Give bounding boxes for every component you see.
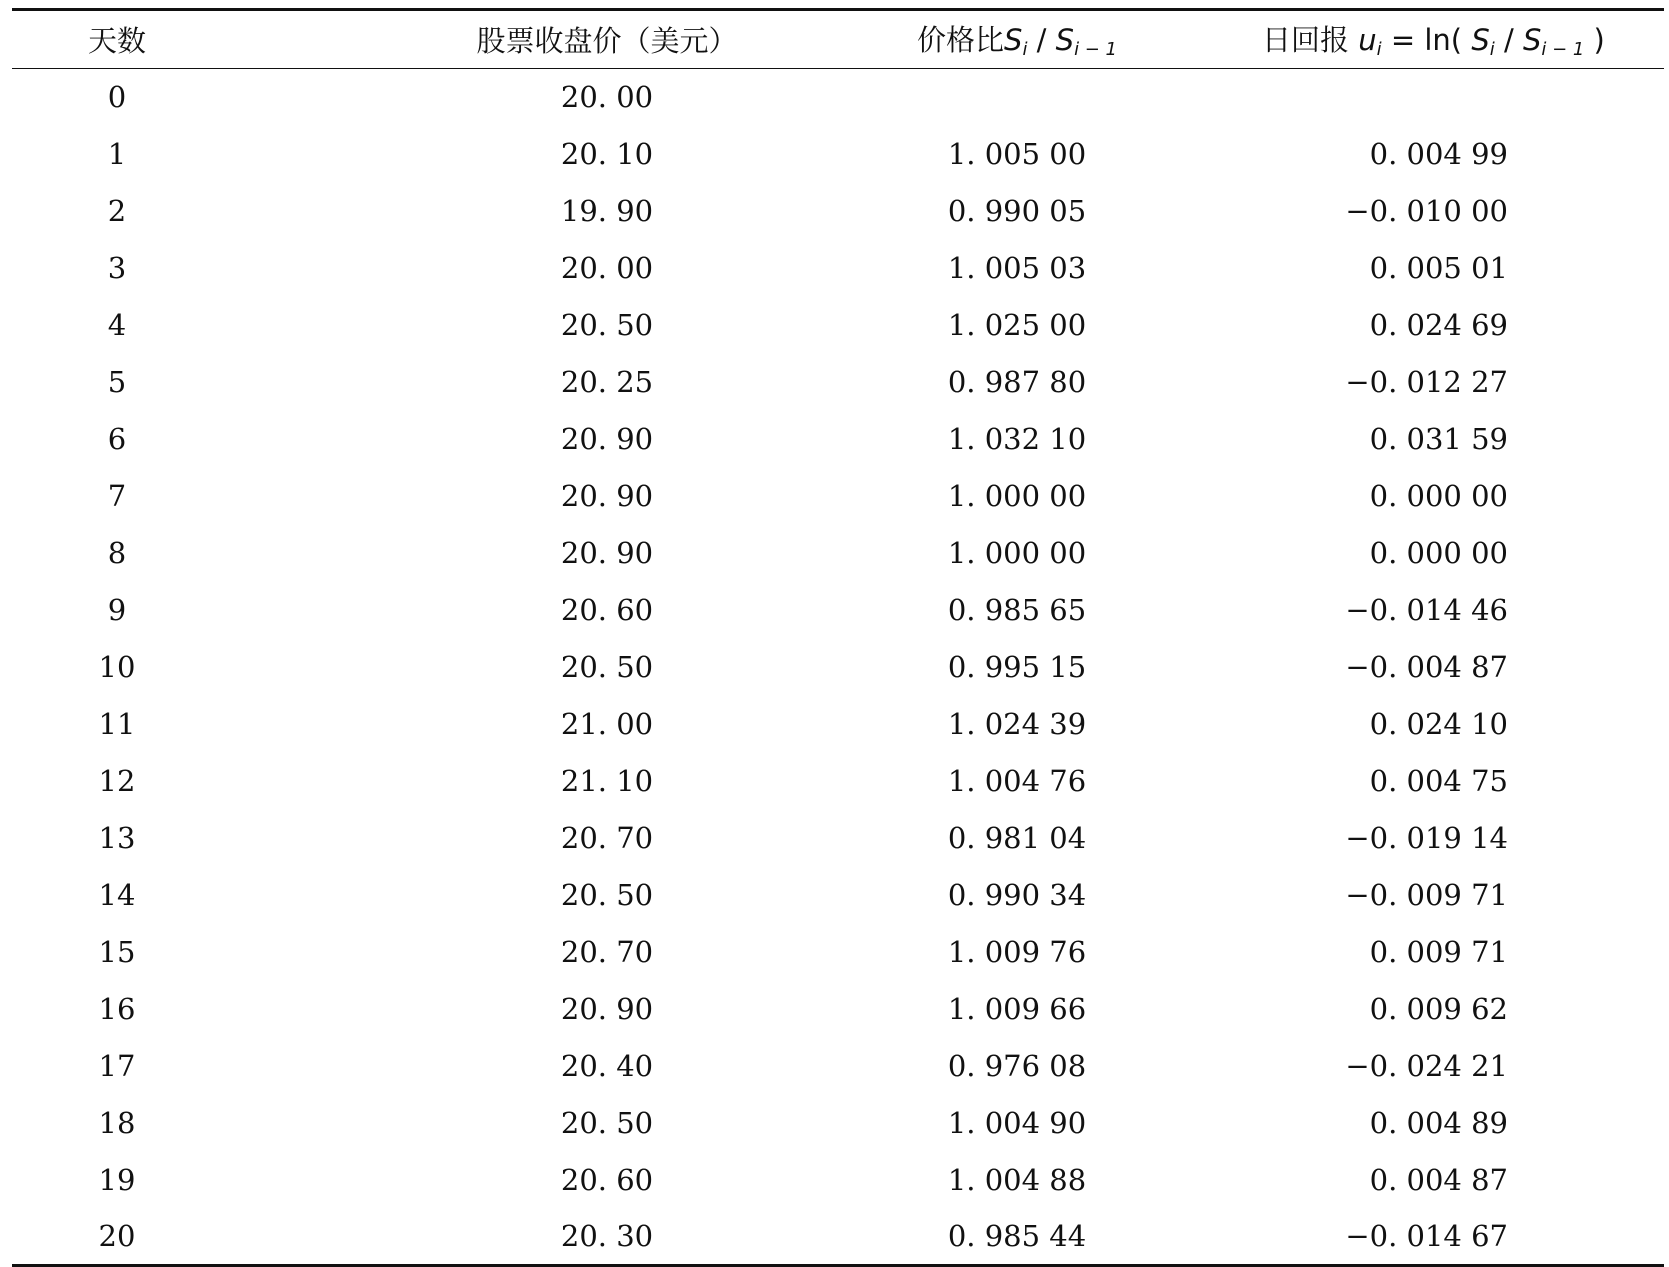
return-cell: 0. 004 75 [1369,764,1508,798]
price-cell: 20. 50 [560,878,654,912]
price-cell: 20. 60 [560,1163,654,1197]
header-price [402,10,812,69]
day-cell: 2 [107,194,127,228]
return-cell: −0. 010 00 [1345,194,1508,228]
return-subscript-i-minus-1: i − 1 [1541,39,1585,61]
ratio-cell: 1. 009 76 [947,935,1087,969]
price-cell: 19. 90 [560,194,654,228]
return-cell: −0. 009 71 [1345,878,1508,912]
ratio-subscript-i: i [1022,39,1028,61]
day-cell: 8 [107,536,127,570]
table-row [12,867,1664,924]
table-row [12,1095,1664,1152]
return-cell: 0. 004 89 [1369,1106,1508,1140]
ratio-cell: 1. 004 88 [947,1163,1087,1197]
price-cell: 21. 10 [560,764,654,798]
return-cell: 0. 005 01 [1369,251,1508,285]
table-row [12,981,1664,1038]
ratio-cell [812,69,1222,126]
price-cell: 20. 90 [560,479,654,513]
day-cell: 7 [107,479,127,513]
day-cell: 6 [107,422,127,456]
price-cell: 20. 50 [560,650,654,684]
return-cell: −0. 024 21 [1345,1049,1508,1083]
day-cell: 13 [98,821,136,855]
price-cell: 20. 25 [560,365,654,399]
table-row [12,696,1664,753]
return-cell: −0. 004 87 [1345,650,1508,684]
table-row [12,126,1664,183]
day-cell: 1 [107,137,127,171]
table-body [12,69,1664,1266]
table-row [12,1209,1664,1266]
day-cell: 0 [107,80,127,115]
table-row [12,810,1664,867]
header-day [12,10,402,69]
price-cell: 20. 70 [560,821,654,855]
day-cell: 17 [98,1049,136,1083]
price-cell: 20. 70 [560,935,654,969]
return-cell: 0. 024 69 [1369,308,1508,342]
day-cell: 5 [107,365,127,399]
day-cell: 18 [98,1106,136,1140]
header-price-label: 股票收盘价（美元） [476,24,738,58]
ratio-cell: 0. 976 08 [947,1049,1087,1083]
table-row [12,582,1664,639]
ratio-cell: 1. 004 90 [947,1106,1087,1140]
return-cell: 0. 031 59 [1369,422,1508,456]
table-row [12,240,1664,297]
price-cell: 20. 90 [560,536,654,570]
table-row [12,69,1664,126]
ratio-cell: 1. 000 00 [947,536,1087,570]
day-cell: 20 [12,1209,402,1266]
day-cell: 16 [98,992,136,1026]
ratio-symbol-s-prev: S [1055,23,1075,58]
return-cell: 0. 009 71 [1369,935,1508,969]
ratio-cell: 1. 005 03 [947,251,1087,285]
day-cell: 15 [98,935,136,969]
day-cell: 10 [98,650,136,684]
return-cell: 0. 024 10 [1369,707,1508,741]
table-row [12,525,1664,582]
ratio-subscript-i-minus-1: i − 1 [1074,39,1117,61]
day-cell: 3 [107,251,127,285]
day-cell: 9 [107,593,127,627]
table-row [12,354,1664,411]
header-ratio-label: 价格比 [917,23,1005,58]
table-row [12,1152,1664,1209]
price-cell: 20. 40 [560,1049,654,1083]
return-cell: 0. 004 99 [1369,137,1508,171]
price-cell: 20. 50 [560,308,654,342]
ratio-cell: 0. 981 04 [947,821,1087,855]
header-day-label: 天数 [87,24,146,58]
return-cell [1222,69,1664,126]
price-cell: 20. 30 [402,1209,812,1266]
return-cell: 0. 004 87 [1369,1163,1508,1197]
table-row [12,753,1664,810]
return-subscript-i-2: i [1489,39,1495,61]
return-slash: / [1494,23,1523,58]
price-cell: 20. 60 [560,593,654,627]
price-cell: 20. 00 [560,80,654,115]
return-cell: −0. 012 27 [1345,365,1508,399]
return-cell: 0. 000 00 [1369,479,1508,513]
header-return-label: 日回报 [1262,23,1359,58]
price-cell: 20. 50 [560,1106,654,1140]
return-subscript-i: i [1376,39,1382,61]
return-cell: 0. 000 00 [1369,536,1508,570]
ratio-cell: 0. 985 65 [947,593,1087,627]
return-cell: −0. 014 67 [1222,1209,1664,1266]
ratio-slash: / [1027,23,1056,58]
price-cell: 20. 90 [560,992,654,1026]
day-cell: 19 [98,1163,136,1197]
ratio-cell: 0. 990 34 [947,878,1087,912]
ratio-cell: 1. 032 10 [947,422,1087,456]
ratio-cell: 1. 024 39 [947,707,1087,741]
ratio-cell: 0. 990 05 [947,194,1087,228]
price-cell: 20. 00 [560,251,654,285]
return-cell: −0. 019 14 [1345,821,1508,855]
ratio-cell: 0. 987 80 [947,365,1087,399]
table-row [12,297,1664,354]
return-symbol-s: S [1471,23,1490,58]
return-eq-ln: = ln( [1381,23,1472,58]
ratio-cell: 1. 004 76 [947,764,1087,798]
return-symbol-u: u [1358,23,1377,58]
return-close-paren: ) [1584,23,1605,58]
table-row [12,1038,1664,1095]
stock-price-table [12,8,1664,1267]
day-cell: 11 [98,707,136,741]
price-cell: 20. 90 [560,422,654,456]
table-row [12,411,1664,468]
day-cell: 4 [107,308,127,342]
price-cell: 20. 10 [560,137,654,171]
day-cell: 12 [98,764,136,798]
header-return [1222,10,1664,69]
ratio-cell: 0. 985 44 [812,1209,1222,1266]
return-symbol-s-prev: S [1522,23,1542,58]
return-cell: −0. 014 46 [1345,593,1508,627]
ratio-cell: 1. 000 00 [947,479,1087,513]
return-cell: 0. 009 62 [1369,992,1508,1026]
table-header-row [12,10,1664,69]
table-row [12,639,1664,696]
table-row [12,183,1664,240]
day-cell: 14 [98,878,136,912]
ratio-cell: 1. 005 00 [947,137,1087,171]
header-ratio [812,10,1222,69]
ratio-cell: 0. 995 15 [947,650,1087,684]
ratio-cell: 1. 025 00 [947,308,1087,342]
ratio-cell: 1. 009 66 [947,992,1087,1026]
ratio-symbol-s: S [1004,23,1023,58]
table-row [12,924,1664,981]
table-row [12,468,1664,525]
price-cell: 21. 00 [560,707,654,741]
